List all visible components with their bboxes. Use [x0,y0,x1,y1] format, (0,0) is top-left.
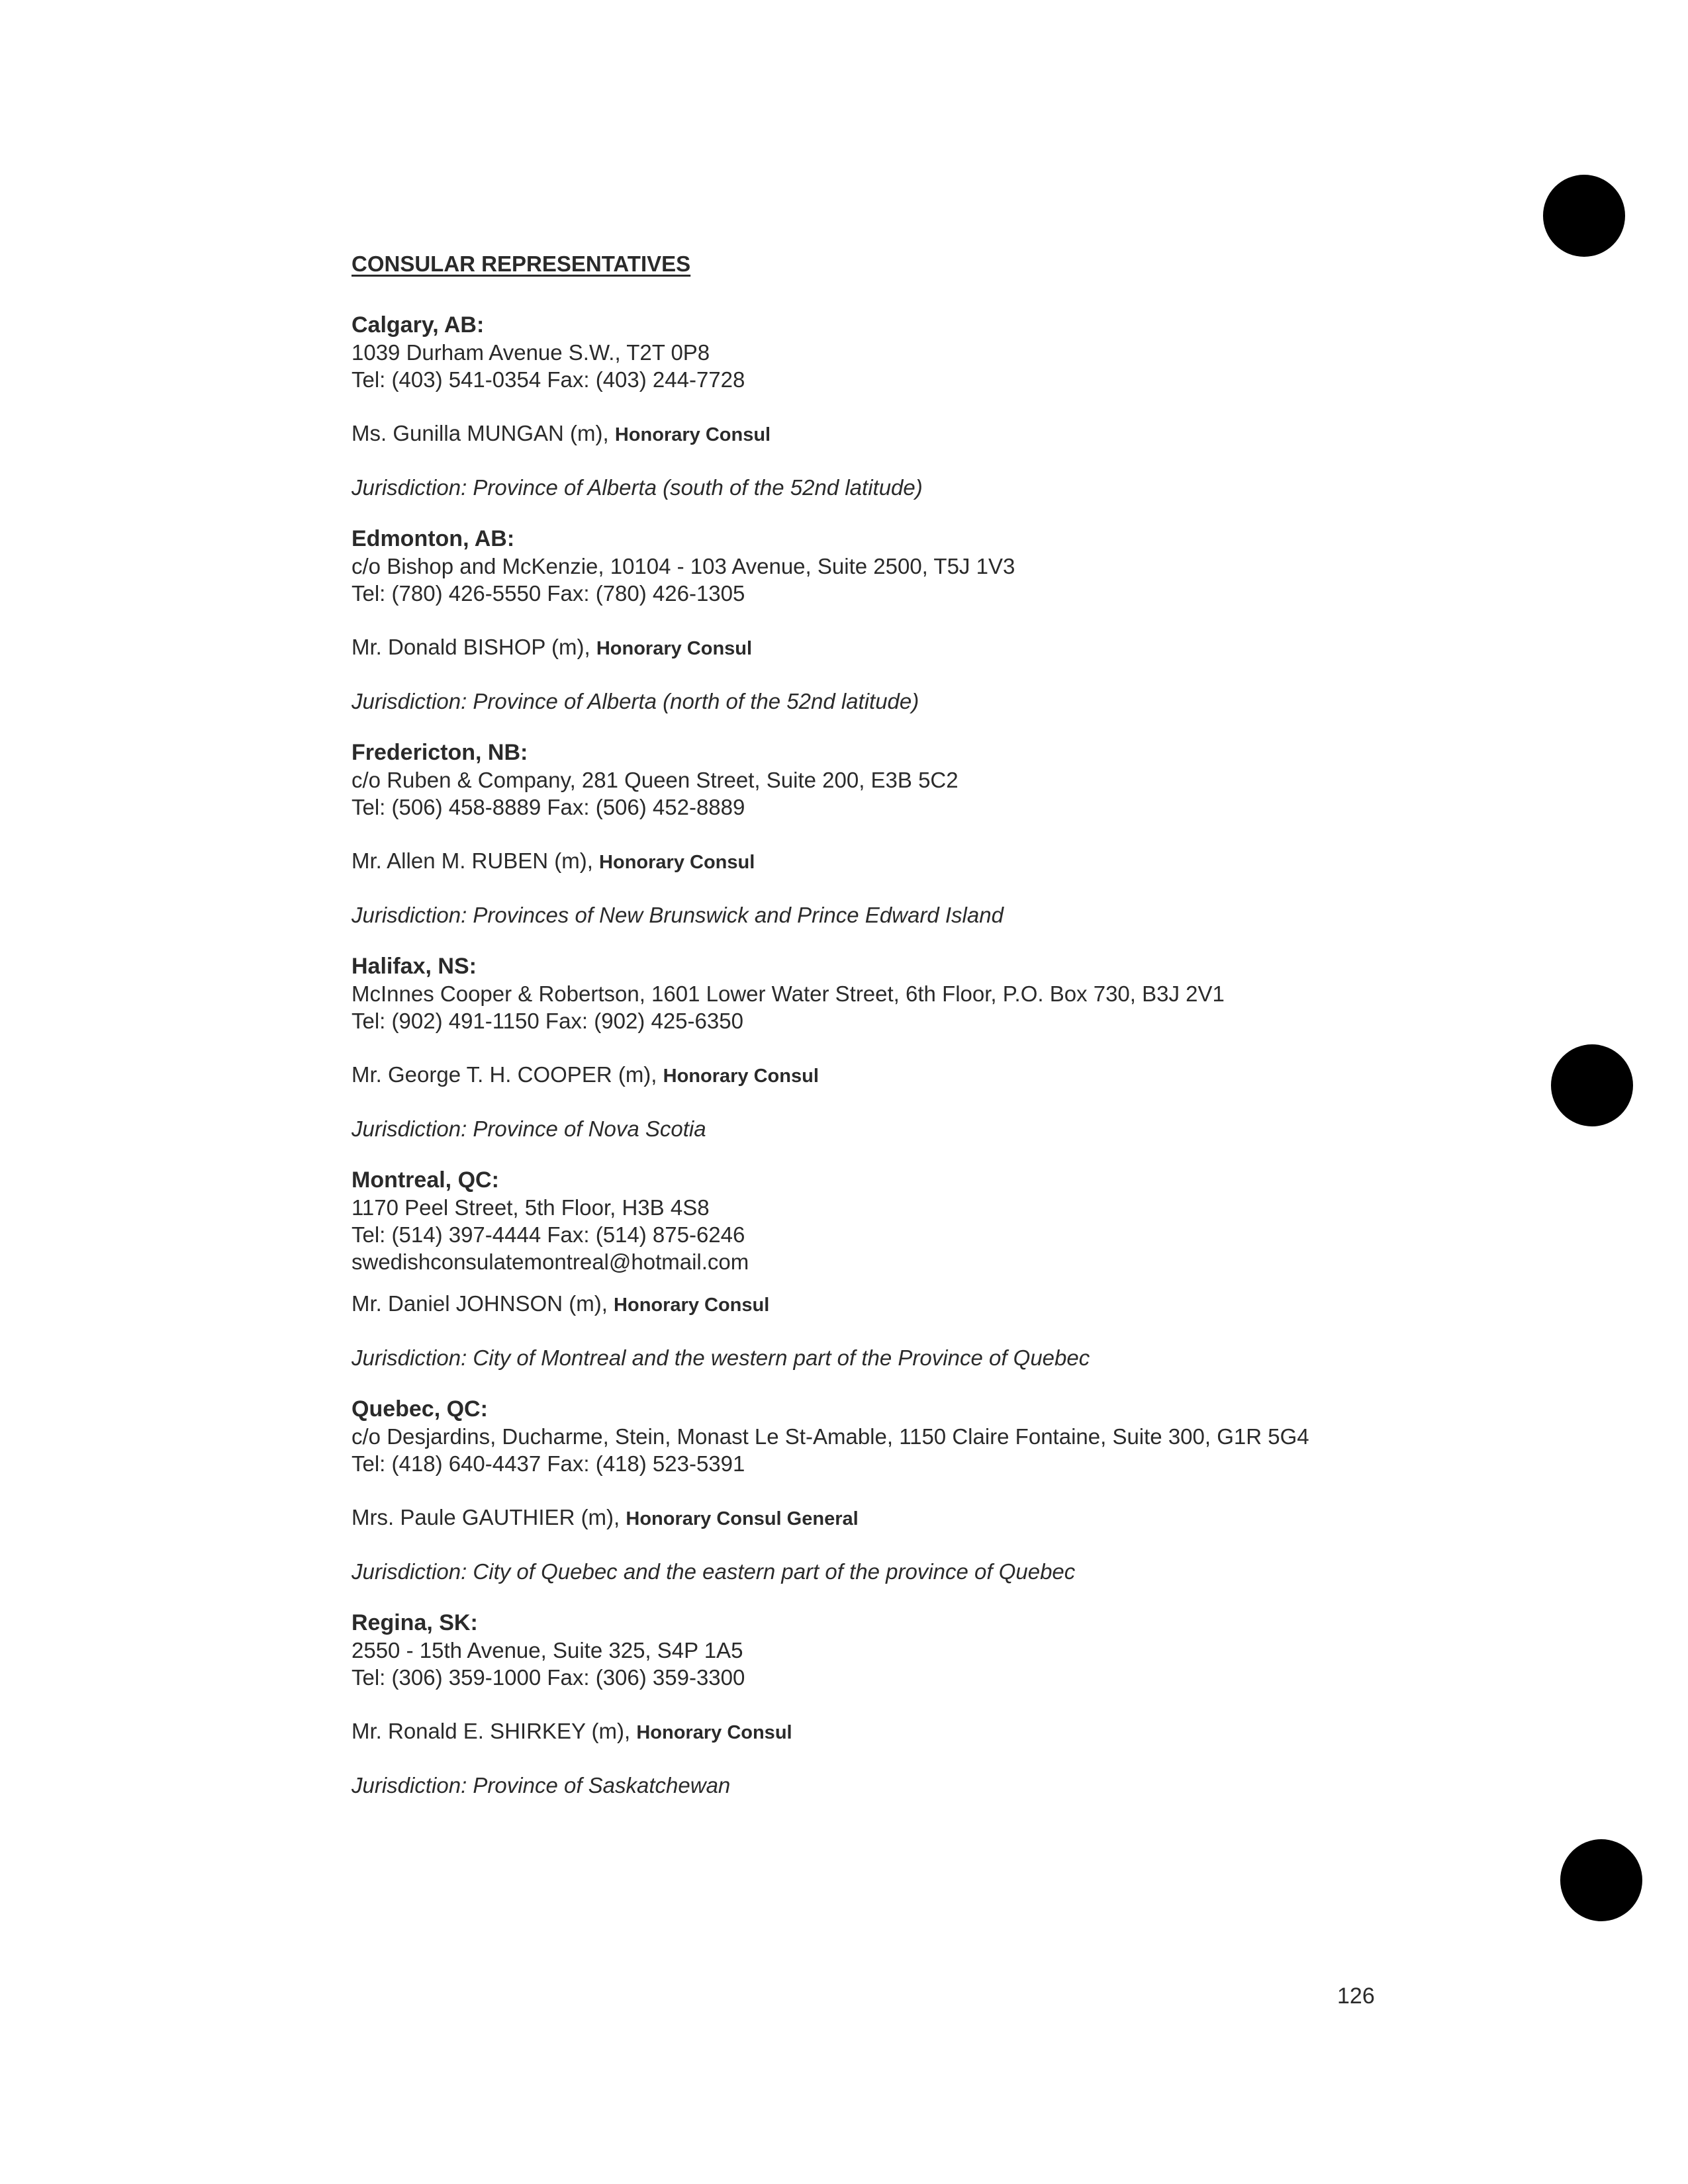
city-heading: Fredericton, NB: [352,740,528,765]
city-heading: Montreal, QC: [352,1167,499,1193]
city-heading: Halifax, NS: [352,954,477,979]
representative-title: Honorary Consul General [626,1508,859,1529]
consulate-entry [352,1609,1543,1799]
representative-name: Mr. Daniel JOHNSON (m), [352,1291,608,1316]
city-heading: Edmonton, AB: [352,526,515,551]
representative-line [352,1504,1543,1533]
address-line: 1039 Durham Avenue S.W., T2T 0P8 [352,340,710,365]
representative-title: Honorary Consul [614,1295,770,1316]
consulate-entry [352,525,1543,715]
representative-name: Mr. Ronald E. SHIRKEY (m), [352,1719,631,1743]
representative-line [352,633,1543,662]
representative-line [352,1061,1543,1090]
page-number: 126 [1337,1983,1375,2009]
punch-hole-top [1543,175,1625,257]
email-line: swedishconsulatemontreal@hotmail.com [352,1250,749,1274]
representative-title: Honorary Consul [614,424,771,445]
jurisdiction-line: Jurisdiction: City of Montreal and the western part of the Province of Quebec [352,1345,1090,1370]
phone-line: Tel: (403) 541-0354 Fax: (403) 244-7728 [352,367,745,392]
consulate-entry [352,739,1543,929]
representative-title: Honorary Consul [636,1722,792,1743]
phone-line: Tel: (780) 426-5550 Fax: (780) 426-1305 [352,581,745,606]
phone-line: Tel: (514) 397-4444 Fax: (514) 875-6246 [352,1222,745,1247]
address-line: c/o Desjardins, Ducharme, Stein, Monast Le St-Amable, 1150 Claire Fontaine, Suite 300, G1R 5G4 [352,1424,1309,1449]
jurisdiction-line: Jurisdiction: Province of Saskatchewan [352,1773,731,1797]
city-heading: Calgary, AB: [352,312,485,338]
punch-hole-bottom [1560,1839,1642,1921]
representative-line [352,420,1543,449]
representative-name: Mrs. Paule GAUTHIER (m), [352,1505,620,1529]
jurisdiction-line: Jurisdiction: Provinces of New Brunswick and Prince Edward Island [352,903,1004,927]
representative-title: Honorary Consul [599,852,755,873]
city-heading: Quebec, QC: [352,1396,488,1422]
representative-name: Mr. George T. H. COOPER (m), [352,1062,657,1087]
punch-hole-middle [1551,1044,1633,1126]
consulate-entry [352,952,1543,1142]
address-line: c/o Ruben & Company, 281 Queen Street, Suite 200, E3B 5C2 [352,768,959,792]
consular-list [352,248,1543,1823]
representative-line [352,1290,1543,1319]
representative-name: Mr. Allen M. RUBEN (m), [352,848,593,873]
representative-name: Mr. Donald BISHOP (m), [352,635,590,659]
address-line: McInnes Cooper & Robertson, 1601 Lower Water Street, 6th Floor, P.O. Box 730, B3J 2V1 [352,981,1225,1006]
address-line: 1170 Peel Street, 5th Floor, H3B 4S8 [352,1195,710,1220]
address-line: 2550 - 15th Avenue, Suite 325, S4P 1A5 [352,1638,743,1662]
jurisdiction-line: Jurisdiction: Province of Nova Scotia [352,1116,706,1141]
consulate-entry [352,1166,1543,1371]
representative-line [352,1717,1543,1747]
phone-line: Tel: (306) 359-1000 Fax: (306) 359-3300 [352,1665,745,1690]
section-heading: CONSULAR REPRESENTATIVES [352,251,691,276]
address-line: c/o Bishop and McKenzie, 10104 - 103 Avenue, Suite 2500, T5J 1V3 [352,554,1015,578]
consulate-entry [352,311,1543,501]
city-heading: Regina, SK: [352,1610,478,1635]
consulate-entry [352,1395,1543,1585]
phone-line: Tel: (418) 640-4437 Fax: (418) 523-5391 [352,1451,745,1476]
jurisdiction-line: Jurisdiction: Province of Alberta (south of the 52nd latitude) [352,475,923,500]
representative-line [352,847,1543,876]
jurisdiction-line: Jurisdiction: Province of Alberta (north of the 52nd latitude) [352,689,919,713]
representative-name: Ms. Gunilla MUNGAN (m), [352,421,609,445]
phone-line: Tel: (902) 491-1150 Fax: (902) 425-6350 [352,1009,743,1033]
jurisdiction-line: Jurisdiction: City of Quebec and the eastern part of the province of Quebec [352,1559,1076,1584]
representative-title: Honorary Consul [663,1066,819,1087]
representative-title: Honorary Consul [596,638,753,659]
phone-line: Tel: (506) 458-8889 Fax: (506) 452-8889 [352,795,745,819]
